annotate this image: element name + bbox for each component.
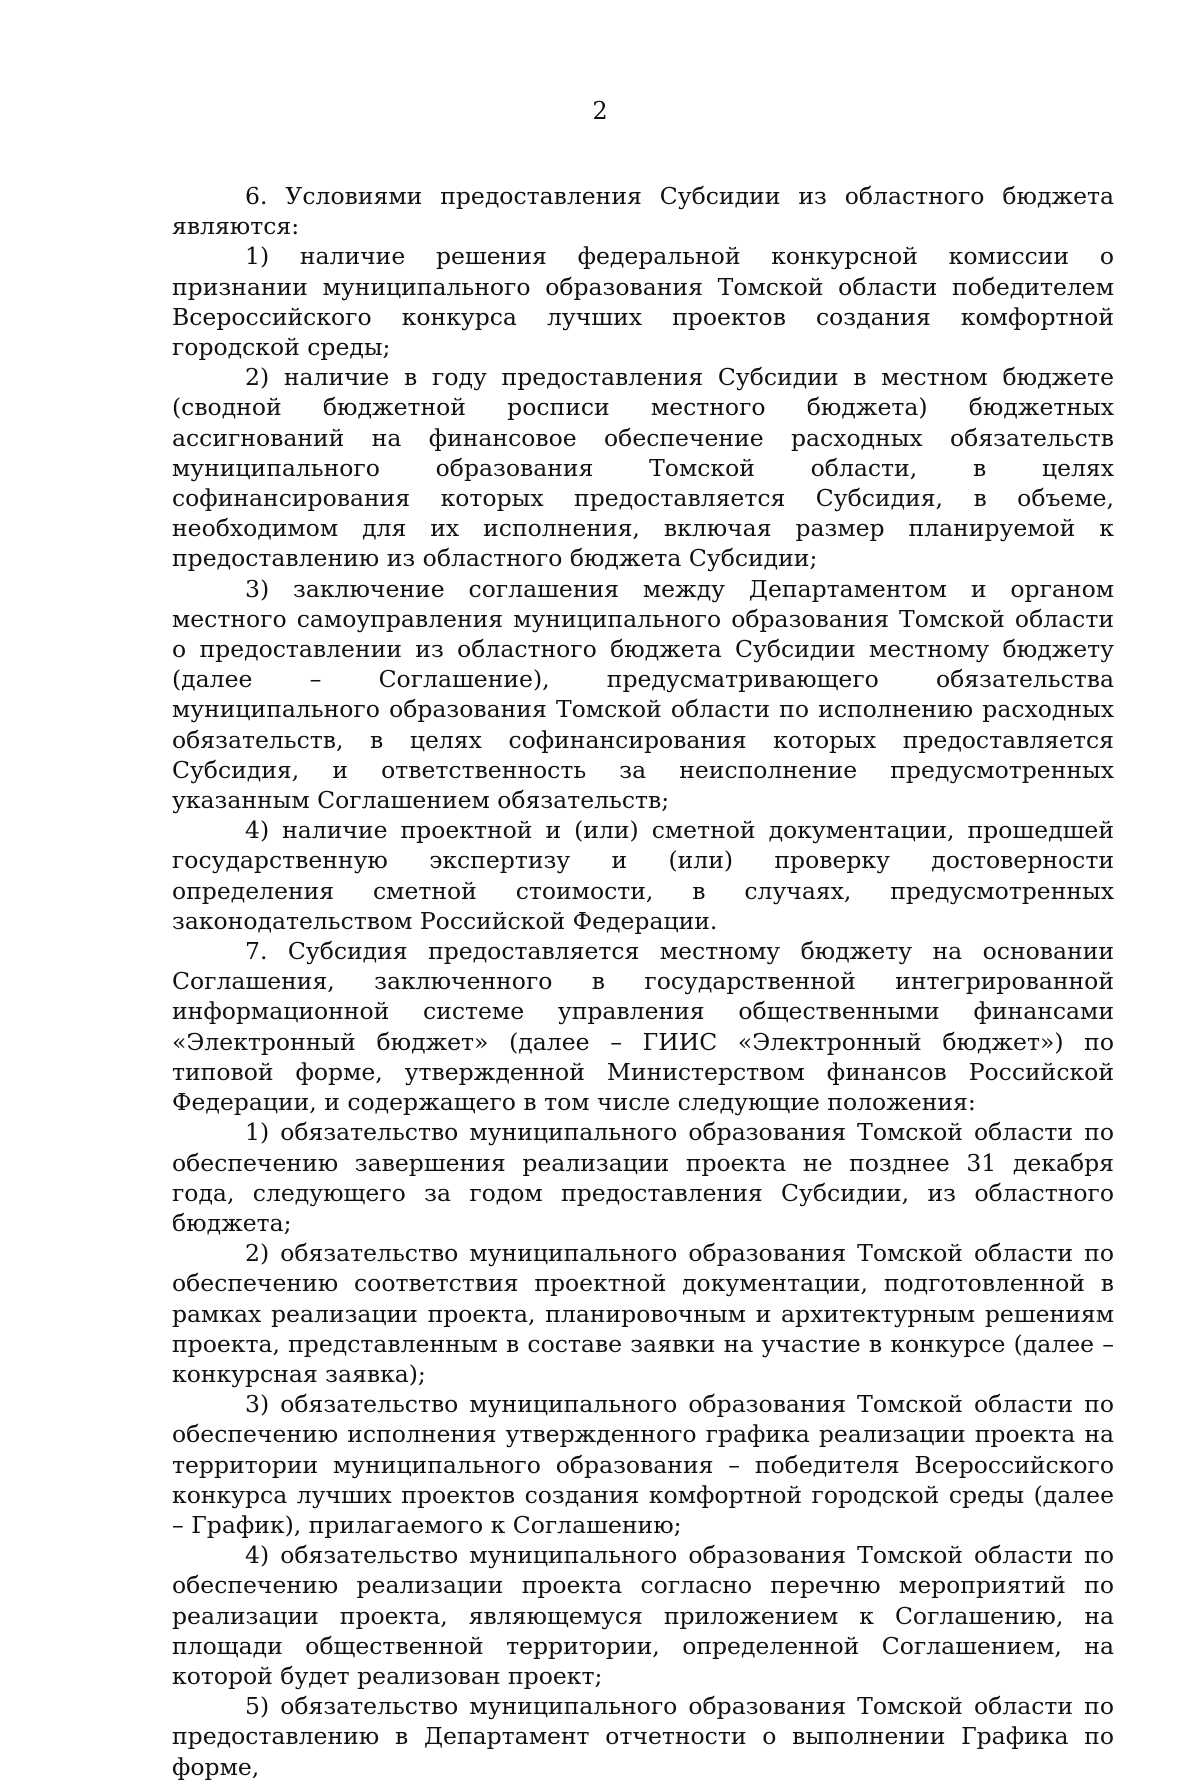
paragraph-7-item-3: 3) обязательство муниципального образования Томской области по обеспечению исполнения утвержденного графика реализации проекта на территории муниципального образования – победителя Всероссийского конкурса лучших проектов создания комфортной городской среды (далее – График), прилагаемого к Соглашению; bbox=[172, 1390, 1114, 1539]
paragraph-7-item-5: 5) обязательство муниципального образования Томской области по предоставлению в Департамент отчетности о выполнении Графика по форме, bbox=[172, 1692, 1114, 1781]
paragraph-6-item-2: 2) наличие в году предоставления Субсидии в местном бюджете (сводной бюджетной росписи местного бюджета) бюджетных ассигнований на финансовое обеспечение расходных обязательств муниципального образования Томской области, в целях софинансирования которых предоставляется Субсидия, в объеме, необходимом для их исполнения, включая размер планируемой к предоставлению из областного бюджета Субсидии; bbox=[172, 363, 1114, 573]
paragraph-6-conditions: 6. Условиями предоставления Субсидии из областного бюджета являются: bbox=[172, 182, 1114, 241]
paragraph-7-agreement: 7. Субсидия предоставляется местному бюджету на основании Соглашения, заключенного в государственной интегрированной информационной системе управления общественными финансами «Электронный бюджет» (далее – ГИИС «Электронный бюджет») по типовой форме, утвержденной Министерством финансов Российской Федерации, и содержащего в том числе следующие положения: bbox=[172, 937, 1114, 1117]
document-body bbox=[172, 181, 1114, 1782]
paragraph-7-item-2: 2) обязательство муниципального образования Томской области по обеспечению соответствия проектной документации, подготовленной в рамках реализации проекта, планировочным и архитектурным решениям проекта, представленным в составе заявки на участие в конкурсе (далее – конкурсная заявка); bbox=[172, 1239, 1114, 1388]
paragraph-6-item-1: 1) наличие решения федеральной конкурсной комиссии о признании муниципального образования Томской области победителем Всероссийского конкурса лучших проектов создания комфортной городской среды; bbox=[172, 242, 1114, 362]
paragraph-7-item-1: 1) обязательство муниципального образования Томской области по обеспечению завершения реализации проекта не позднее 31 декабря года, следующего за годом предоставления Субсидии, из областного бюджета; bbox=[172, 1118, 1114, 1237]
page-number: 2 bbox=[592, 97, 608, 125]
paragraph-7-item-4: 4) обязательство муниципального образования Томской области по обеспечению реализации проекта согласно перечню мероприятий по реализации проекта, являющемуся приложением к Соглашению, на площади общественной территории, определенной Соглашением, на которой будет реализован проект; bbox=[172, 1541, 1114, 1690]
paragraph-6-item-3: 3) заключение соглашения между Департаментом и органом местного самоуправления муниципального образования Томской области о предоставлении из областного бюджета Субсидии местному бюджету (далее – Соглашение), предусматривающего обязательства муниципального образования Томской области по исполнению расходных обязательств, в целях софинансирования которых предоставляется Субсидия, и ответственность за неисполнение предусмотренных указанным Соглашением обязательств; bbox=[172, 574, 1114, 815]
paragraph-6-item-4: 4) наличие проектной и (или) сметной документации, прошедшей государственную экспертизу и (или) проверку достоверности определения сметной стоимости, в случаях, предусмотренных законодательством Российской Федерации. bbox=[172, 816, 1114, 935]
